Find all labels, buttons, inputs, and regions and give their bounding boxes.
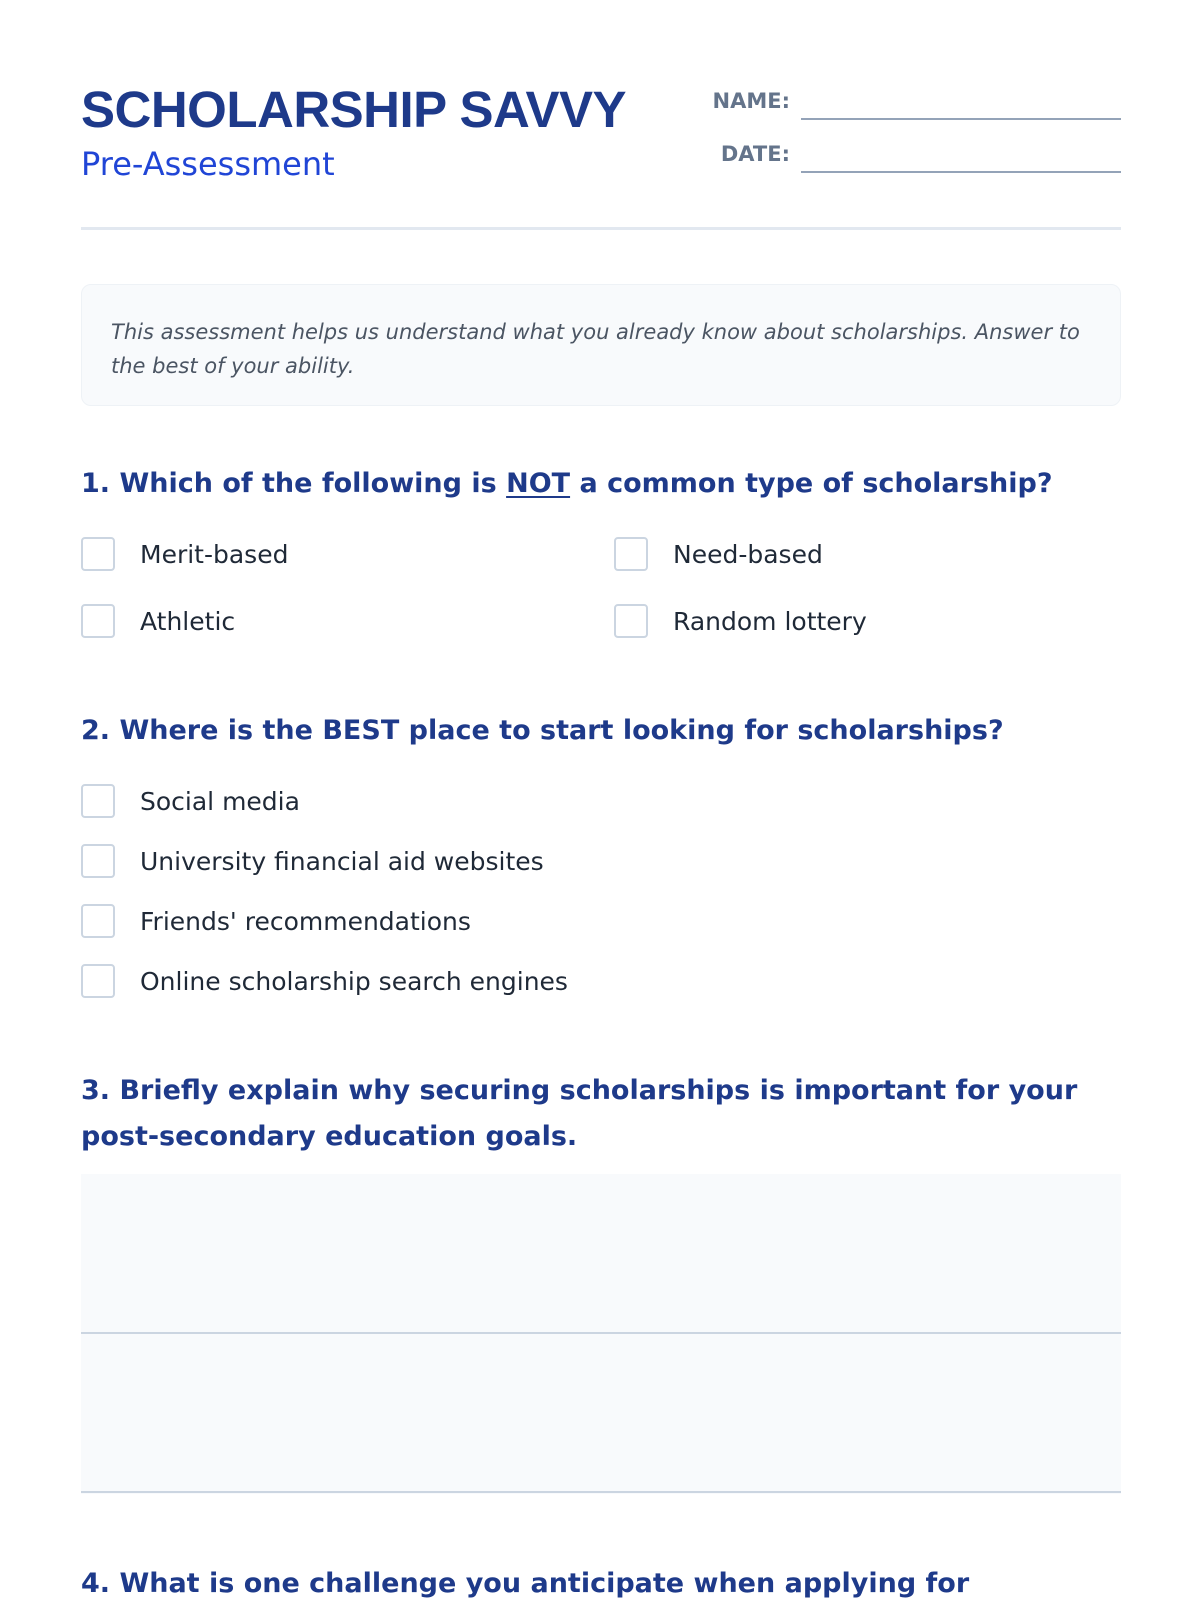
intro-box	[81, 284, 1121, 406]
question-1-prefix: 1. Which of the following is	[81, 468, 507, 499]
q2-option-friends-recommendations[interactable]	[81, 902, 471, 940]
question-4: 4. What is one challenge you anticipate when applying for	[81, 1568, 970, 1599]
option-label: Need-based	[673, 539, 823, 569]
date-label: DATE:	[720, 142, 790, 166]
option-label: University financial aid websites	[140, 846, 544, 876]
checkbox[interactable]	[81, 784, 115, 818]
option-label: Online scholarship search engines	[140, 966, 568, 996]
q1-option-random-lottery[interactable]	[614, 602, 867, 640]
q2-option-university-websites[interactable]	[81, 842, 544, 880]
checkbox[interactable]	[81, 844, 115, 878]
question-1-emphasis: NOT	[506, 468, 571, 499]
checkbox[interactable]	[81, 904, 115, 938]
q1-option-merit-based[interactable]	[81, 535, 288, 573]
assessment-page	[81, 0, 1121, 1600]
date-field[interactable]	[801, 171, 1121, 173]
checkbox[interactable]	[81, 604, 115, 638]
checkbox[interactable]	[614, 604, 648, 638]
answer-line	[81, 1491, 1121, 1493]
q2-option-social-media[interactable]	[81, 782, 300, 820]
page-title: SCHOLARSHIP SAVVY	[81, 81, 627, 138]
option-label: Athletic	[140, 606, 236, 636]
option-label: Friends' recommendations	[140, 906, 471, 936]
question-3-answer-area[interactable]	[81, 1174, 1121, 1494]
question-1-suffix: a common type of scholarship?	[570, 468, 1053, 499]
question-2: 2. Where is the BEST place to start looking for scholarships?	[81, 715, 1004, 746]
header-divider	[81, 227, 1121, 230]
option-label: Merit-based	[140, 539, 289, 569]
q1-option-athletic[interactable]	[81, 602, 235, 640]
question-1	[81, 461, 1121, 507]
name-field[interactable]	[801, 118, 1121, 120]
answer-line	[81, 1332, 1121, 1334]
name-label: NAME:	[712, 89, 790, 113]
q1-option-need-based[interactable]	[614, 535, 823, 573]
option-label: Social media	[140, 786, 300, 816]
checkbox[interactable]	[81, 964, 115, 998]
option-label: Random lottery	[673, 606, 867, 636]
checkbox[interactable]	[81, 537, 115, 571]
question-3: 3. Briefly explain why securing scholarships is important for your post-secondary education goals.	[81, 1075, 1078, 1152]
checkbox[interactable]	[614, 537, 648, 571]
page-subtitle: Pre-Assessment	[81, 145, 335, 183]
q2-option-search-engines[interactable]	[81, 962, 568, 1000]
intro-text: This assessment helps us understand what you already know about scholarships. Answer to the best of your ability.	[111, 320, 1080, 378]
